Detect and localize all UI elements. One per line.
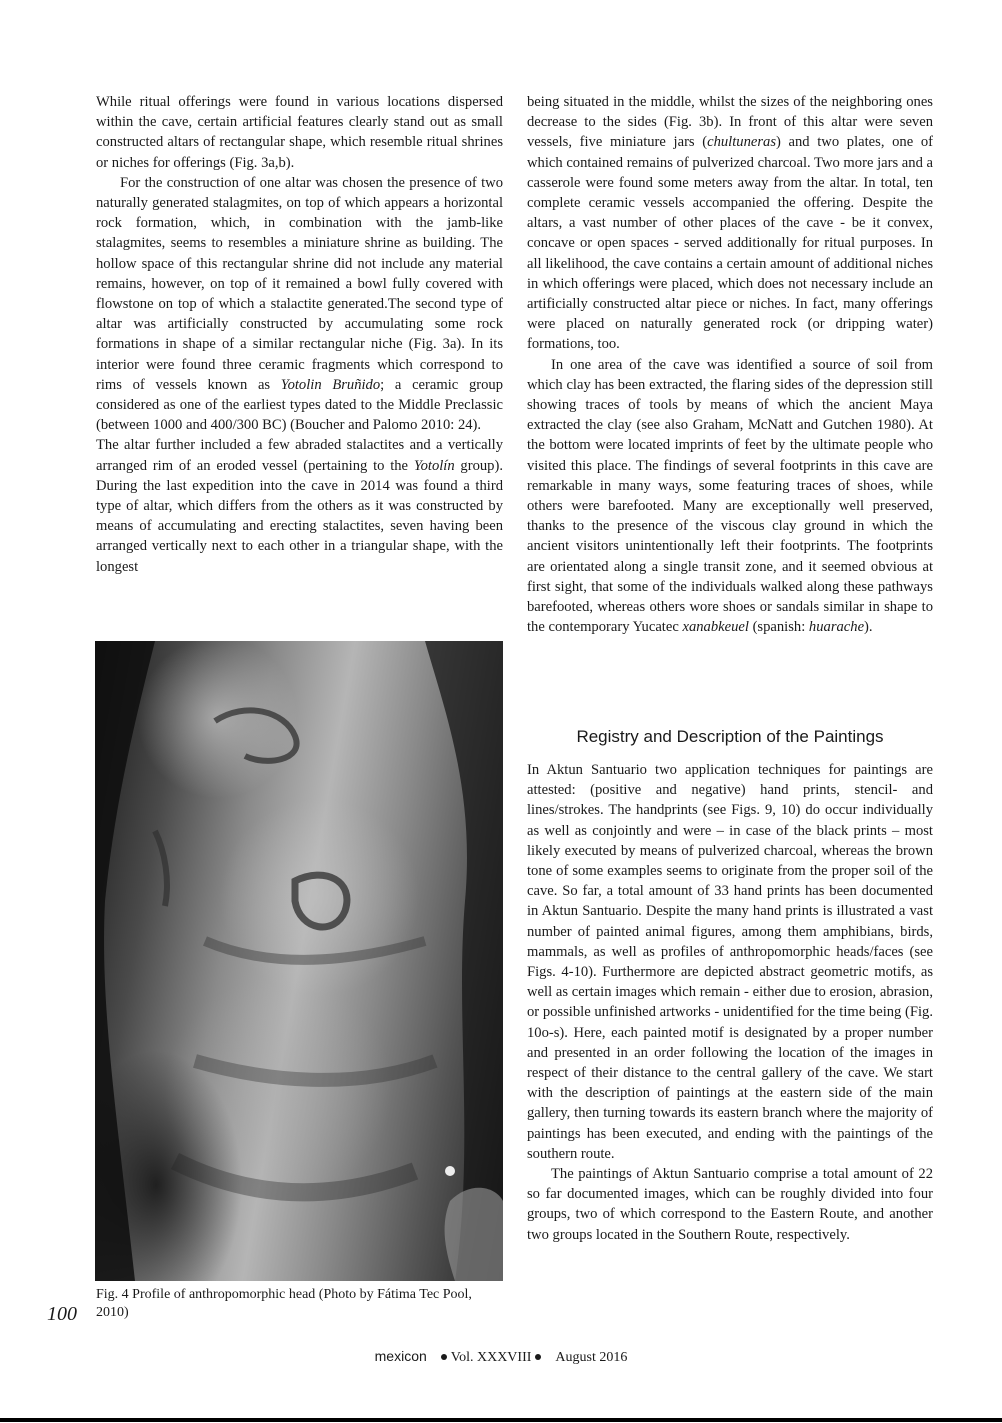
bullet-icon [535,1354,541,1360]
bottom-rule [0,1418,1002,1422]
photo-shading [95,641,503,1281]
page-footer [0,1348,1002,1366]
footer-volume: Vol. XXXVIII [450,1350,532,1365]
page-number: 100 [47,1303,77,1325]
paragraph-altar-construction: For the construction of one altar was chosen the presence of two naturally generated stalagmites, on top of which appears a horizontal rock formation, which, in combination with the jamb-like stalagmites, seems to resembles a miniature shrine as building. The hollow space of this rectangular shrine did not include any material remains, however, on top of it remained a bowl fully covered with flowstone on top of which a stalactite generated.The second type of altar was artificially constructed by accumulating some rock formations in shape of a similar rectangular niche (Fig. 3a). In its interior were found three ceramic fragments which correspond to rims of vessels known as Yotolin Bruñido; a ceramic group considered as one of the earliest types dated to the Middle Preclassic (between 1000 and 400/300 BC) (Boucher and Palomo 2010: 24). [96,174,503,434]
paragraph-paintings-total: The paintings of Aktun Santuario comprise a total amount of 22 so far documented images, which can be roughly divided into four groups, two of which correspond to the Eastern Route, and another two groups located in the Southern Route, respectively. [527,1166,933,1243]
paragraph-techniques: In Aktun Santuario two application techniques for paintings are attested: (positive and negative) hand prints, stencil- and lines/strokes. The handprints (see Figs. 9, 10) do occur individually as well as conjointly and were – in case of the black prints – most likely executed by means of pulverized charcoal, whereas the brown tone of some examples seems to originate from the proper soil of the cave. So far, a total amount of 33 hand prints has been documented in Aktun Santuario. Despite the many hand prints is illustrated a vast number of painted animal figures, among them amphibians, birds, mammals, as well as profiles of anthropomorphic heads/faces (see Figs. 4-10). Furthermore are depicted abstract geometric motifs, as well as certain images which remain - either due to erosion, abrasion, or possible unfinished artworks - unidentified for the time being (Fig. 10o-s). Here, each painted motif is designated by a proper number and presented in an order following the location of the images in respect of their distance to the central gallery of the cave. We start with the description of paintings at the eastern side of the main gallery, then turning towards its eastern branch where the majority of paintings has been executed, and ending with the paintings of the southern route. [527,762,933,1162]
section-heading: Registry and Description of the Paintings [576,727,884,746]
footer-date: August 2016 [555,1350,628,1365]
bullet-icon [441,1354,447,1360]
right-text-column [527,92,933,637]
cave-photo-figure-4 [95,641,503,1281]
footer-journal: mexicon [374,1348,427,1364]
left-text-column [96,92,503,577]
right-text-column-lower [527,760,933,1245]
paragraph-clay-footprints: In one area of the cave was identified a source of soil from which clay has been extracted, the flaring sides of the depression still showing traces of tools by means of which the ancient Maya extracted the clay (see also Graham, McNatt and Gutchen 1980). At the bottom were located imprints of feet by the ultimate people who visited this place. The findings of several footprints in this cave are remarkable in many ways, some featuring traces of shoes, while others were barefooted. Many are exceptionally well preserved, thanks to the presence of the viscous clay ground in which the ancient visitors unintentionally left their footprints. The footprints are orientated along a single transit zone, and it seemed obvious at first sight, that some of the individuals walked along these pathways barefooted, whereas others wore shoes or sandals similar in shape to the contemporary Yucatec xanabkeuel (spanish: huarache). [527,356,933,636]
figure-caption: Fig. 4 Profile of anthropomorphic head (Photo by Fátima Tec Pool, 2010) [96,1287,472,1320]
paragraph-altar-vessels: being situated in the middle, whilst the sizes of the neighboring ones decrease to the sides (Fig. 3b). In front of this altar were seven vessels, five miniature jars (chultuneras) and two plates, one of which contained remains of pulverized charcoal. Two more jars and a casserole were found some meters away from the altar. In total, ten complete ceramic vessels accompanied the offering. Despite the altars, a vast number of other places of the cave - be it convex, concave or open spaces - served additionally for ritual purposes. In all likelihood, the cave contains a certain amount of additional niches in which offerings were placed, which does not necessary include an artificially constructed altar piece or niches. In fact, many offerings were placed on naturally generated rock (or dripping water) formations, too. [527,94,933,353]
paragraph-altar-further: The altar further included a few abraded stalactites and a vertically arranged rim of an eroded vessel (pertaining to the Yotolín group). During the last expedition into the cave in 2014 was found a third type of altar, which differs from the others as it was constructed by means of accumulating and erecting stalactites, seven having been arranged vertically next to each other in a triangular shape, with the longest [96,437,503,575]
paragraph-offerings: While ritual offerings were found in various locations dispersed within the cave, certain artificial features clearly stand out as small constructed altars of rectangular shape, which resemble ritual shrines or niches for offerings (Fig. 3a,b). [96,94,503,171]
